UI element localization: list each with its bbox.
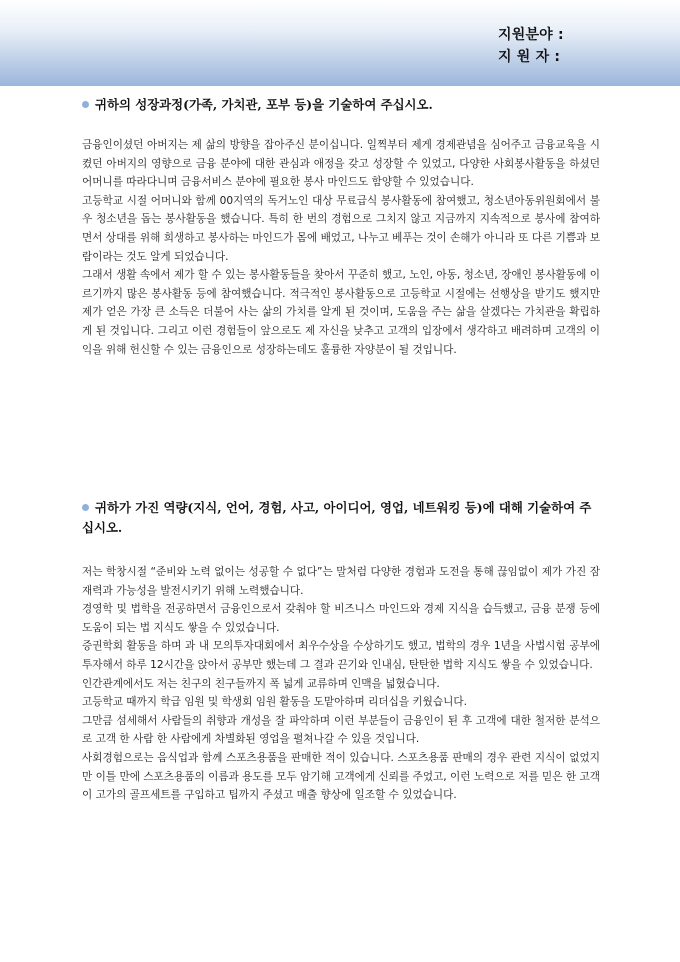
bullet-icon: [82, 504, 89, 511]
paragraph: 인간관계에서도 저는 친구의 친구들까지 폭 넓게 교류하며 인맥을 넓혔습니다.: [82, 677, 440, 690]
paragraph: 고등학교 때까지 학급 임원 및 학생회 임원 활동을 도맡아하며 리더십을 키웠습니다.: [82, 696, 467, 709]
question-competency: [82, 498, 600, 538]
paragraph: 사회경험으로는 음식업과 함께 스포츠용품을 판매한 적이 있습니다. 스포츠용품 판매의 경우 관련 지식이 없었지만 이틀 만에 스포츠용품의 이름과 용도를 모두 암기해 고객에게 신뢰를 주었고, 이런 노력으로 저를 믿은 한 고객이 고가의 골프세트를 구입하고 팁까지 주셨고 매출 향상에 일조할 수 있었습니다.: [82, 751, 600, 802]
question-growth: [82, 95, 600, 115]
answer-competency: [82, 563, 600, 805]
question-text: 귀하의 성장과정(가족, 가치관, 포부 등)을 기술하여 주십시오.: [95, 97, 433, 112]
section-growth: [82, 95, 600, 115]
answer-growth: [82, 136, 600, 359]
paragraph: 증권학회 활동을 하며 과 내 모의투자대회에서 최우수상을 수상하기도 했고, 법학의 경우 1년을 사법시험 공부에 투자해서 하루 12시간을 앉아서 공부만 했는데 그 결과 끈기와 인내심, 탄탄한 법학 지식도 쌓을 수 있었습니다.: [82, 640, 600, 671]
section-competency: [82, 498, 600, 538]
paragraph: 그래서 생활 속에서 제가 할 수 있는 봉사활동들을 찾아서 꾸준히 했고, 노인, 아동, 청소년, 장애인 봉사활동에 이르기까지 많은 봉사활동 등에 참여했습니다. 적극적인 봉사활동으로 고등학교 시절에는 선행상을 받기도 했지만 제가 얻은 가장 큰 소득은 더불어 사는 삶의 가치를 알게 된 것이며, 도움을 주는 삶을 살겠다는 가치관을 확립하게 된 것입니다. 그리고 이런 경험들이 앞으로도 제 자신을 낮추고 고객의 입장에서 생각하고 배려하며 고객의 이익을 위해 헌신할 수 있는 금융인으로 성장하는데도 훌륭한 자양분이 될 것입니다.: [82, 269, 600, 356]
paragraph: 경영학 및 법학을 전공하면서 금융인으로서 갖춰야 할 비즈니스 마인드와 경제 지식을 습득했고, 금융 분쟁 등에 도움이 되는 법 지식도 쌓을 수 있었습니다.: [82, 603, 600, 634]
applicant-label: 지 원 자 :: [498, 49, 561, 65]
paragraph: 고등학교 시절 어머니와 함께 00지역의 독거노인 대상 무료급식 봉사활동에 참여했고, 청소년아동위원회에서 불우 청소년을 돕는 봉사활동을 했습니다. 특히 한 번의 경험으로 그치지 않고 지금까지 지속적으로 봉사에 참여하면서 상대를 위해 희생하고 봉사하는 마인드가 몸에 배었고, 나누고 베푸는 것이 손해가 아니라 또 다른 기쁨과 보람이라는 것도 알게 되었습니다.: [82, 194, 600, 263]
applicant-info: [498, 24, 564, 68]
bullet-icon: [82, 101, 89, 108]
field-area-label: 지원분야 :: [498, 27, 564, 43]
paragraph: 저는 학창시절 “준비와 노력 없이는 성공할 수 없다”는 말처럼 다양한 경험과 도전을 통해 끊임없이 제가 가진 잠재력과 가능성을 발전시키기 위해 노력했습니다.: [82, 566, 600, 597]
paragraph: 금융인이셨던 아버지는 제 삶의 방향을 잡아주신 분이십니다. 일찍부터 제게 경제관념을 심어주고 금융교육을 시켰던 아버지의 영향으로 금융 분야에 대한 관심과 애정을 갖고 성장할 수 있었고, 다양한 사회봉사활동을 하셨던 어머니를 따라다니며 금융서비스 분야에 필요한 봉사 마인드도 함양할 수 있었습니다.: [82, 139, 600, 189]
paragraph: 그만큼 섬세해서 사람들의 취향과 개성을 잘 파악하며 이런 부분들이 금융인이 된 후 고객에 대한 철저한 분석으로 고객 한 사람 한 사람에게 차별화된 영업을 펼쳐나갈 수 있을 것입니다.: [82, 714, 600, 746]
header-band: [0, 0, 680, 86]
question-text: 귀하가 가진 역량(지식, 언어, 경험, 사고, 아이디어, 영업, 네트워킹 등)에 대해 기술하여 주십시오.: [82, 500, 592, 535]
